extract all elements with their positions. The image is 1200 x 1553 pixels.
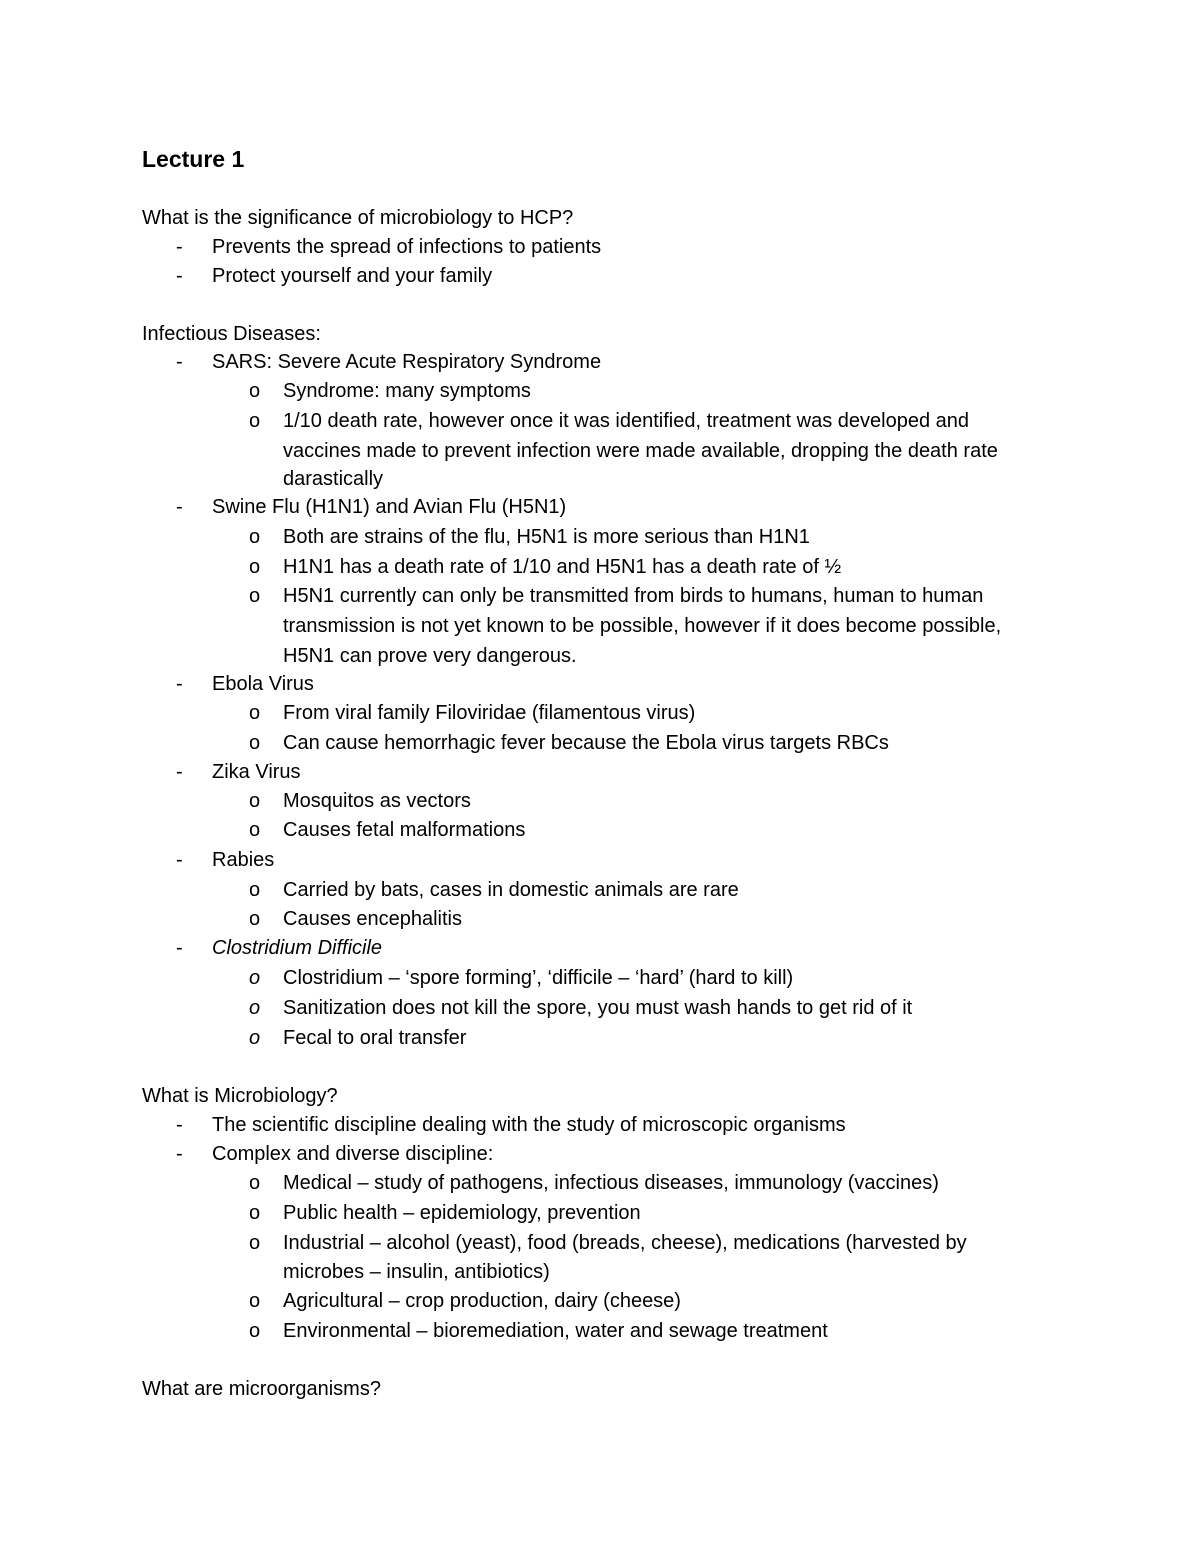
sub-list-item: Clostridium – ‘spore forming’, ‘difficile – ‘hard’ (hard to kill) bbox=[283, 967, 794, 989]
dash-bullet: - bbox=[176, 265, 183, 287]
circle-bullet: o bbox=[249, 380, 261, 402]
dash-bullet: - bbox=[176, 937, 183, 959]
circle-bullet: o bbox=[249, 790, 261, 812]
sub-list-item-continued: transmission is not yet known to be possible, however if it does become possible, bbox=[283, 615, 1002, 637]
sub-list-item: From viral family Filoviridae (filamentous virus) bbox=[283, 702, 696, 724]
section-heading-microorganisms: What are microorganisms? bbox=[142, 1378, 381, 1400]
circle-bullet: o bbox=[249, 1232, 261, 1254]
circle-bullet: o bbox=[249, 1290, 261, 1312]
circle-bullet: o bbox=[249, 410, 261, 432]
list-item-sars: SARS: Severe Acute Respiratory Syndrome bbox=[212, 351, 602, 373]
circle-bullet: o bbox=[249, 819, 261, 841]
sub-list-item: Syndrome: many symptoms bbox=[283, 380, 531, 402]
circle-bullet: o bbox=[249, 702, 261, 724]
section-heading-significance: What is the significance of microbiology to HCP? bbox=[142, 207, 574, 229]
circle-bullet: o bbox=[249, 1202, 261, 1224]
dash-bullet: - bbox=[176, 673, 183, 695]
list-item: Protect yourself and your family bbox=[212, 265, 493, 287]
circle-bullet: o bbox=[249, 556, 261, 578]
list-item-flu: Swine Flu (H1N1) and Avian Flu (H5N1) bbox=[212, 496, 567, 518]
sub-list-item: Can cause hemorrhagic fever because the Ebola virus targets RBCs bbox=[283, 732, 889, 754]
sub-list-item-continued: H5N1 can prove very dangerous. bbox=[283, 645, 577, 667]
page-title: Lecture 1 bbox=[142, 146, 245, 172]
dash-bullet: - bbox=[176, 849, 183, 871]
circle-bullet: o bbox=[249, 1320, 261, 1342]
list-item-rabies: Rabies bbox=[212, 849, 275, 871]
circle-bullet: o bbox=[249, 585, 261, 607]
circle-bullet: o bbox=[249, 908, 261, 930]
sub-list-item: Fecal to oral transfer bbox=[283, 1027, 467, 1049]
sub-list-item: Medical – study of pathogens, infectious diseases, immunology (vaccines) bbox=[283, 1172, 939, 1194]
sub-list-item: Sanitization does not kill the spore, you must wash hands to get rid of it bbox=[283, 997, 913, 1019]
sub-list-item: Industrial – alcohol (yeast), food (breads, cheese), medications (harvested by bbox=[283, 1232, 967, 1254]
sub-list-item: Carried by bats, cases in domestic animals are rare bbox=[283, 879, 739, 901]
sub-list-item: 1/10 death rate, however once it was identified, treatment was developed and bbox=[283, 410, 969, 432]
sub-list-item: Agricultural – crop production, dairy (cheese) bbox=[283, 1290, 681, 1312]
sub-list-item: H5N1 currently can only be transmitted from birds to humans, human to human bbox=[283, 585, 984, 607]
list-item-cdiff: Clostridium Difficile bbox=[212, 937, 383, 959]
sub-list-item: Both are strains of the flu, H5N1 is more serious than H1N1 bbox=[283, 526, 810, 548]
circle-bullet: o bbox=[249, 997, 261, 1019]
sub-list-item-continued: darastically bbox=[283, 468, 384, 490]
circle-bullet: o bbox=[249, 732, 261, 754]
sub-list-item: Causes fetal malformations bbox=[283, 819, 526, 841]
sub-list-item: Public health – epidemiology, prevention bbox=[283, 1202, 641, 1224]
sub-list-item-continued: vaccines made to prevent infection were made available, dropping the death rate bbox=[283, 440, 998, 462]
sub-list-item: H1N1 has a death rate of 1/10 and H5N1 has a death rate of ½ bbox=[283, 556, 842, 578]
circle-bullet: o bbox=[249, 967, 261, 989]
sub-list-item: Environmental – bioremediation, water and sewage treatment bbox=[283, 1320, 828, 1342]
circle-bullet: o bbox=[249, 1172, 261, 1194]
dash-bullet: - bbox=[176, 1143, 183, 1165]
section-heading-microbiology: What is Microbiology? bbox=[142, 1085, 338, 1107]
dash-bullet: - bbox=[176, 496, 183, 518]
sub-list-item: Causes encephalitis bbox=[283, 908, 462, 930]
sub-list-item: Mosquitos as vectors bbox=[283, 790, 471, 812]
circle-bullet: o bbox=[249, 1027, 261, 1049]
circle-bullet: o bbox=[249, 526, 261, 548]
dash-bullet: - bbox=[176, 1114, 183, 1136]
list-item: Complex and diverse discipline: bbox=[212, 1143, 494, 1165]
list-item-ebola: Ebola Virus bbox=[212, 673, 314, 695]
dash-bullet: - bbox=[176, 236, 183, 258]
list-item: The scientific discipline dealing with the study of microscopic organisms bbox=[212, 1114, 846, 1136]
dash-bullet: - bbox=[176, 761, 183, 783]
dash-bullet: - bbox=[176, 351, 183, 373]
circle-bullet: o bbox=[249, 879, 261, 901]
list-item-zika: Zika Virus bbox=[212, 761, 301, 783]
list-item: Prevents the spread of infections to patients bbox=[212, 236, 602, 258]
section-heading-infectious-diseases: Infectious Diseases: bbox=[142, 323, 321, 345]
sub-list-item-continued: microbes – insulin, antibiotics) bbox=[283, 1261, 550, 1283]
